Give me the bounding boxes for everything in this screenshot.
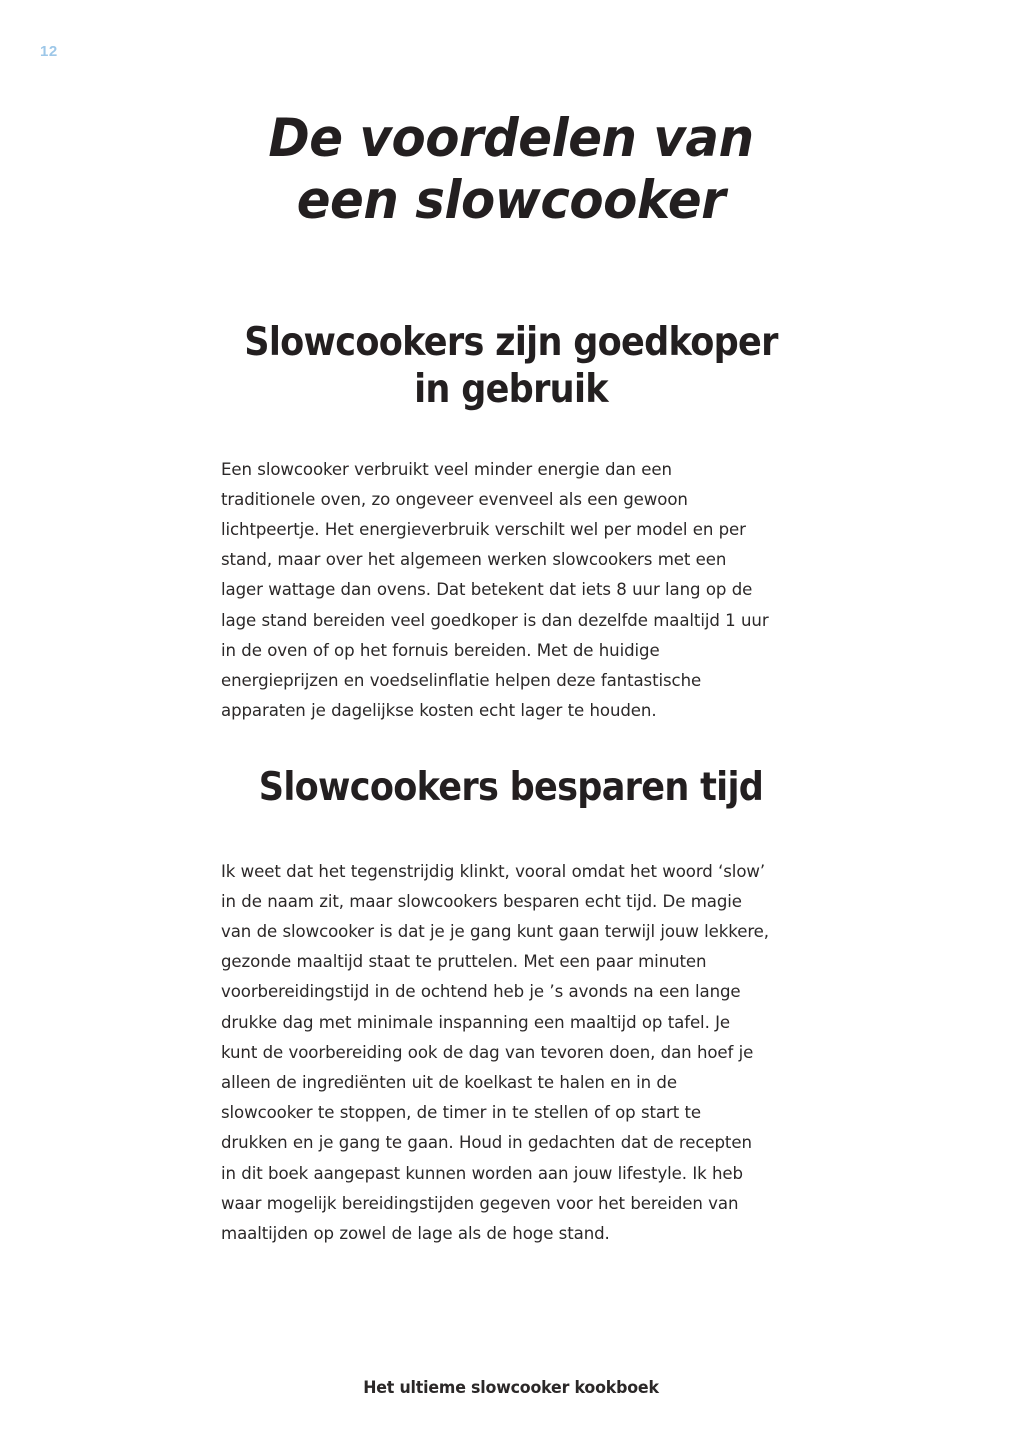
chapter-title-line-2: een slowcooker (296, 170, 726, 231)
page-number: 12 (40, 43, 58, 60)
section-heading-slowcookers-besparen-tijd (195, 765, 827, 812)
page-footer-book-title: Het ultieme slowcooker kookboek (363, 1378, 659, 1398)
chapter-title (31, 108, 992, 232)
chapter-title-line-1: De voordelen van (268, 108, 754, 169)
section-body-paragraph-2: Ik weet dat het tegenstrijdig klinkt, vooral omdat het woord ‘slow’ in de naam zit, maar slowcookers besparen echt tijd. De magie van de slowcooker is dat je je gang kunt gaan terwijl jouw lekkere, gezonde maaltijd staat te pruttelen. Met een paar minuten voorbereidingstijd in de ochtend heb je ’s avonds na een lange drukke dag met minimale inspanning een maaltijd op tafel. Je kunt de voorbereiding ook de dag van tevoren doen, dan hoef je alleen de ingrediënten uit de koelkast te halen en in de slowcooker te stoppen, de timer in te stellen of op start te drukken en je gang te gaan. Houd in gedachten dat de recepten in dit boek aangepast kunnen worden aan jouw lifestyle. Ik heb waar mogelijk bereidingstijden gegeven voor het bereiden van maaltijden op zowel de lage als de hoge stand. (221, 861, 769, 1244)
section-heading-line-2: in gebruik (414, 366, 608, 412)
section-body-paragraph-1: Een slowcooker verbruikt veel minder energie dan een traditionele oven, zo ongeveer evenveel als een gewoon lichtpeertje. Het energieverbruik verschilt wel per model en per stand, maar over het algemeen werken slowcookers met een lager wattage dan ovens. Dat betekent dat iets 8 uur lang op de lage stand bereiden veel goedkoper is dan dezelfde maaltijd 1 uur in de oven of op het fornuis bereiden. Met de huidige energieprijzen en voedselinflatie helpen deze fantastische apparaten je dagelijkse kosten echt lager te houden. (221, 459, 769, 721)
section-heading-line-1: Slowcookers zijn goedkoper (244, 320, 778, 365)
section-heading-slowcookers-zijn-goedkoper (195, 320, 827, 414)
section-heading-line-1: Slowcookers besparen tijd (258, 765, 764, 810)
